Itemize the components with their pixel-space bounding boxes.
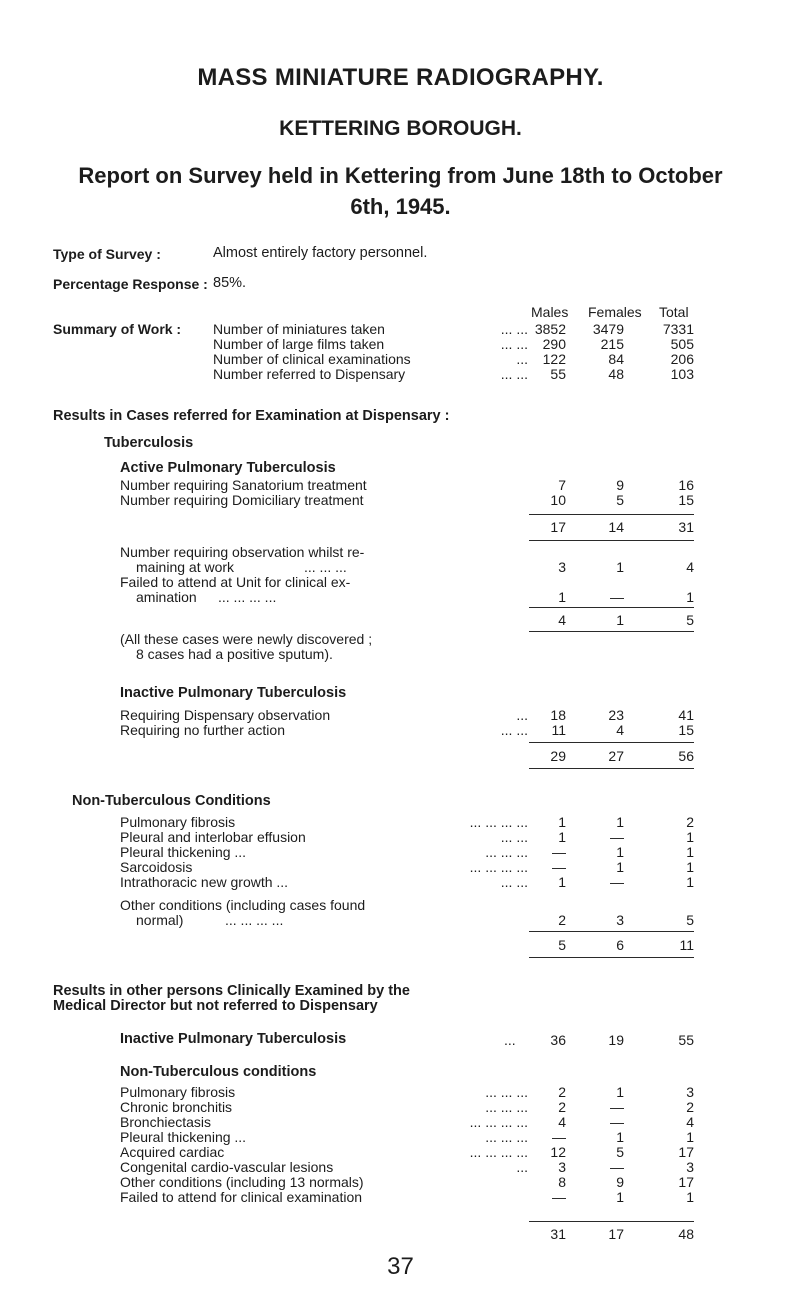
- or-row-m: —: [552, 1189, 566, 1205]
- nontb-total-m: 5: [558, 937, 566, 953]
- or-row-f: 5: [616, 1144, 624, 1160]
- obs-total-f: 1: [616, 612, 624, 628]
- page-number: 37: [387, 1253, 414, 1280]
- or-row-f: —: [610, 1099, 624, 1115]
- page-subtitle: KETTERING BOROUGH.: [279, 117, 522, 140]
- summary-row-f: 84: [608, 351, 624, 367]
- summary-row-m: 290: [542, 336, 566, 352]
- nontb-total-f: 6: [616, 937, 624, 953]
- summary-row-f: 3479: [592, 321, 624, 337]
- nontb-row-m: —: [552, 859, 566, 875]
- or-nontb-heading: Non-Tuberculous conditions: [120, 1064, 317, 1080]
- nontb-other-m: 2: [558, 912, 566, 928]
- or-row-t: 3: [686, 1084, 694, 1100]
- inactive-total-f: 27: [608, 748, 624, 764]
- divider: [529, 607, 694, 608]
- nontb-row-dots: ... ...: [500, 874, 528, 890]
- nontb-row-label: Pleural and interlobar effusion: [120, 829, 306, 845]
- failed-line1: Failed to attend at Unit for clinical ex-: [120, 574, 351, 590]
- nontb-row-dots: ... ... ... ...: [469, 859, 528, 875]
- nontb-total-t: 11: [679, 937, 694, 953]
- tb-heading: Tuberculosis: [104, 435, 194, 451]
- other-results-heading-1: Results in other persons Clinically Examined by the: [53, 983, 410, 999]
- results-heading: Results in Cases referred for Examination at Dispensary :: [53, 408, 450, 424]
- or-row-label: Acquired cardiac: [120, 1144, 225, 1160]
- summary-row-m: 55: [550, 366, 566, 382]
- or-row-dots: ...: [516, 1159, 528, 1175]
- or-total-f: 17: [608, 1226, 624, 1242]
- or-row-f: 1: [616, 1129, 624, 1145]
- page-title: MASS MINIATURE RADIOGRAPHY.: [197, 64, 604, 91]
- report-title-line2: 6th, 1945.: [350, 194, 451, 219]
- summary-row-t: 505: [670, 336, 694, 352]
- obs-row2-m: 1: [558, 589, 566, 605]
- or-row-f: 1: [616, 1084, 624, 1100]
- or-inactive-f: 19: [608, 1032, 624, 1048]
- obs-row2-t: 1: [686, 589, 694, 605]
- header-females: Females: [588, 304, 642, 320]
- active-total-t: 31: [678, 519, 694, 535]
- divider: [529, 631, 694, 632]
- nontb-other-t: 5: [686, 912, 694, 928]
- obs-total-m: 4: [558, 612, 566, 628]
- inactive-row-t: 41: [678, 707, 694, 723]
- or-row-label: Congenital cardio-vascular lesions: [120, 1159, 334, 1175]
- or-row-f: 9: [616, 1174, 624, 1190]
- summary-row-dots: ... ...: [500, 336, 528, 352]
- summary-row-t: 103: [670, 366, 694, 382]
- nontb-row-t: 1: [686, 874, 694, 890]
- or-row-t: 1: [686, 1129, 694, 1145]
- inactive-row-f: 4: [616, 722, 624, 738]
- active-total-f: 14: [608, 519, 624, 535]
- summary-row-label: Number of miniatures taken: [213, 321, 385, 337]
- active-row-label: Number requiring Domiciliary treatment: [120, 492, 364, 508]
- or-row-t: 2: [686, 1099, 694, 1115]
- failed-line2: amination: [136, 589, 197, 605]
- survey-type-value: Almost entirely factory personnel.: [213, 245, 428, 261]
- inactive-row-dots: ... ...: [500, 722, 528, 738]
- or-row-label: Other conditions (including 13 normals): [120, 1174, 364, 1190]
- report-title-line1: Report on Survey held in Kettering from June 18th to October: [78, 163, 723, 188]
- survey-type-label: Type of Survey :: [53, 246, 161, 262]
- inactive-total-t: 56: [678, 748, 694, 764]
- nontb-row-f: 1: [616, 859, 624, 875]
- obs-row1-t: 4: [686, 559, 694, 575]
- obs-row1-m: 3: [558, 559, 566, 575]
- active-row-f: 5: [616, 492, 624, 508]
- or-inactive-dots: ...: [504, 1032, 516, 1048]
- note-line2: 8 cases had a positive sputum).: [136, 646, 333, 662]
- inactive-row-dots: ...: [516, 707, 528, 723]
- obs-total-t: 5: [686, 612, 694, 628]
- nontb-row-dots: ... ...: [500, 829, 528, 845]
- obs-row1-f: 1: [616, 559, 624, 575]
- other-line1: Other conditions (including cases found: [120, 897, 366, 913]
- or-total-m: 31: [550, 1226, 566, 1242]
- or-row-label: Pulmonary fibrosis: [120, 1084, 236, 1100]
- inactive-row-m: 18: [550, 707, 566, 723]
- nontb-row-label: Intrathoracic new growth ...: [120, 874, 289, 890]
- divider: [529, 768, 694, 769]
- or-row-dots: ... ... ... ...: [469, 1114, 528, 1130]
- inactive-row-label: Requiring Dispensary observation: [120, 707, 331, 723]
- divider: [529, 1221, 694, 1222]
- header-males: Males: [531, 304, 569, 320]
- observation-dots: ... ... ...: [304, 559, 347, 575]
- failed-dots: ... ... ... ...: [218, 589, 277, 605]
- inactive-total-m: 29: [550, 748, 566, 764]
- header-total: Total: [659, 304, 689, 320]
- divider: [529, 957, 694, 958]
- nontb-row-t: 1: [686, 844, 694, 860]
- nontb-row-label: Pleural thickening ...: [120, 844, 247, 860]
- nontb-row-label: Pulmonary fibrosis: [120, 814, 236, 830]
- active-row-t: 16: [678, 477, 694, 493]
- active-heading: Active Pulmonary Tuberculosis: [120, 460, 336, 476]
- nontb-row-dots: ... ... ... ...: [469, 814, 528, 830]
- nontb-row-m: —: [552, 844, 566, 860]
- nontb-row-m: 1: [558, 829, 566, 845]
- nontb-row-f: —: [610, 874, 624, 890]
- or-row-dots: ... ... ...: [485, 1099, 528, 1115]
- summary-row-dots: ...: [516, 351, 528, 367]
- response-value: 85%.: [213, 275, 247, 291]
- nontb-row-t: 2: [686, 814, 694, 830]
- or-row-dots: ... ... ...: [485, 1084, 528, 1100]
- nontb-row-f: 1: [616, 844, 624, 860]
- or-row-m: 2: [558, 1084, 566, 1100]
- active-row-m: 10: [550, 492, 566, 508]
- or-row-label: Failed to attend for clinical examination: [120, 1189, 363, 1205]
- summary-row-f: 215: [600, 336, 624, 352]
- obs-row2-f: —: [610, 589, 624, 605]
- or-inactive-t: 55: [678, 1032, 694, 1048]
- or-total-t: 48: [678, 1226, 694, 1242]
- divider: [529, 931, 694, 932]
- or-row-m: 3: [558, 1159, 566, 1175]
- divider: [529, 742, 694, 743]
- summary-row-m: 3852: [534, 321, 566, 337]
- inactive-row-f: 23: [608, 707, 624, 723]
- or-row-m: 8: [558, 1174, 566, 1190]
- or-row-t: 4: [686, 1114, 694, 1130]
- or-row-f: 1: [616, 1189, 624, 1205]
- summary-row-dots: ... ...: [500, 366, 528, 382]
- or-row-t: 17: [678, 1174, 694, 1190]
- nontb-row-t: 1: [686, 859, 694, 875]
- or-row-m: 12: [550, 1144, 566, 1160]
- summary-row-dots: ... ...: [500, 321, 528, 337]
- or-row-m: 2: [558, 1099, 566, 1115]
- or-row-label: Bronchiectasis: [120, 1114, 212, 1130]
- nontb-row-f: —: [610, 829, 624, 845]
- response-label: Percentage Response :: [53, 276, 208, 292]
- or-row-t: 17: [678, 1144, 694, 1160]
- observation-line1: Number requiring observation whilst re-: [120, 544, 365, 560]
- nontb-other-f: 3: [616, 912, 624, 928]
- other-results-heading-2: Medical Director but not referred to Dispensary: [53, 998, 378, 1014]
- nontb-row-f: 1: [616, 814, 624, 830]
- summary-row-m: 122: [542, 351, 566, 367]
- or-row-dots: ... ... ... ...: [469, 1144, 528, 1160]
- or-row-label: Pleural thickening ...: [120, 1129, 247, 1145]
- divider: [529, 540, 694, 541]
- other-dots: ... ... ... ...: [225, 912, 284, 928]
- inactive-row-t: 15: [678, 722, 694, 738]
- or-row-t: 1: [686, 1189, 694, 1205]
- nontb-row-label: Sarcoidosis: [120, 859, 193, 875]
- note-line1: (All these cases were newly discovered ;: [120, 631, 373, 647]
- nontb-row-t: 1: [686, 829, 694, 845]
- active-row-t: 15: [678, 492, 694, 508]
- active-row-f: 9: [616, 477, 624, 493]
- inactive-heading: Inactive Pulmonary Tuberculosis: [120, 685, 347, 701]
- or-row-f: —: [610, 1114, 624, 1130]
- active-row-m: 7: [558, 477, 566, 493]
- or-row-label: Chronic bronchitis: [120, 1099, 233, 1115]
- summary-row-label: Number of large films taken: [213, 336, 385, 352]
- divider: [529, 514, 694, 515]
- nontb-row-m: 1: [558, 874, 566, 890]
- summary-row-t: 206: [670, 351, 694, 367]
- summary-row-f: 48: [608, 366, 624, 382]
- or-inactive-label: Inactive Pulmonary Tuberculosis: [120, 1031, 347, 1047]
- or-row-t: 3: [686, 1159, 694, 1175]
- or-row-m: 4: [558, 1114, 566, 1130]
- active-row-label: Number requiring Sanatorium treatment: [120, 477, 367, 493]
- or-inactive-m: 36: [550, 1032, 566, 1048]
- nontb-row-dots: ... ... ...: [485, 844, 528, 860]
- or-row-f: —: [610, 1159, 624, 1175]
- summary-row-label: Number referred to Dispensary: [213, 366, 406, 382]
- active-total-m: 17: [550, 519, 566, 535]
- or-row-m: —: [552, 1129, 566, 1145]
- inactive-row-label: Requiring no further action: [120, 722, 285, 738]
- inactive-row-m: 11: [551, 722, 566, 738]
- summary-label: Summary of Work :: [53, 321, 182, 337]
- nontb-heading: Non-Tuberculous Conditions: [72, 793, 271, 809]
- other-line2: normal): [136, 912, 184, 928]
- summary-row-t: 7331: [662, 321, 694, 337]
- or-row-dots: ... ... ...: [485, 1129, 528, 1145]
- observation-line2: maining at work: [136, 559, 235, 575]
- summary-row-label: Number of clinical examinations: [213, 351, 411, 367]
- nontb-row-m: 1: [558, 814, 566, 830]
